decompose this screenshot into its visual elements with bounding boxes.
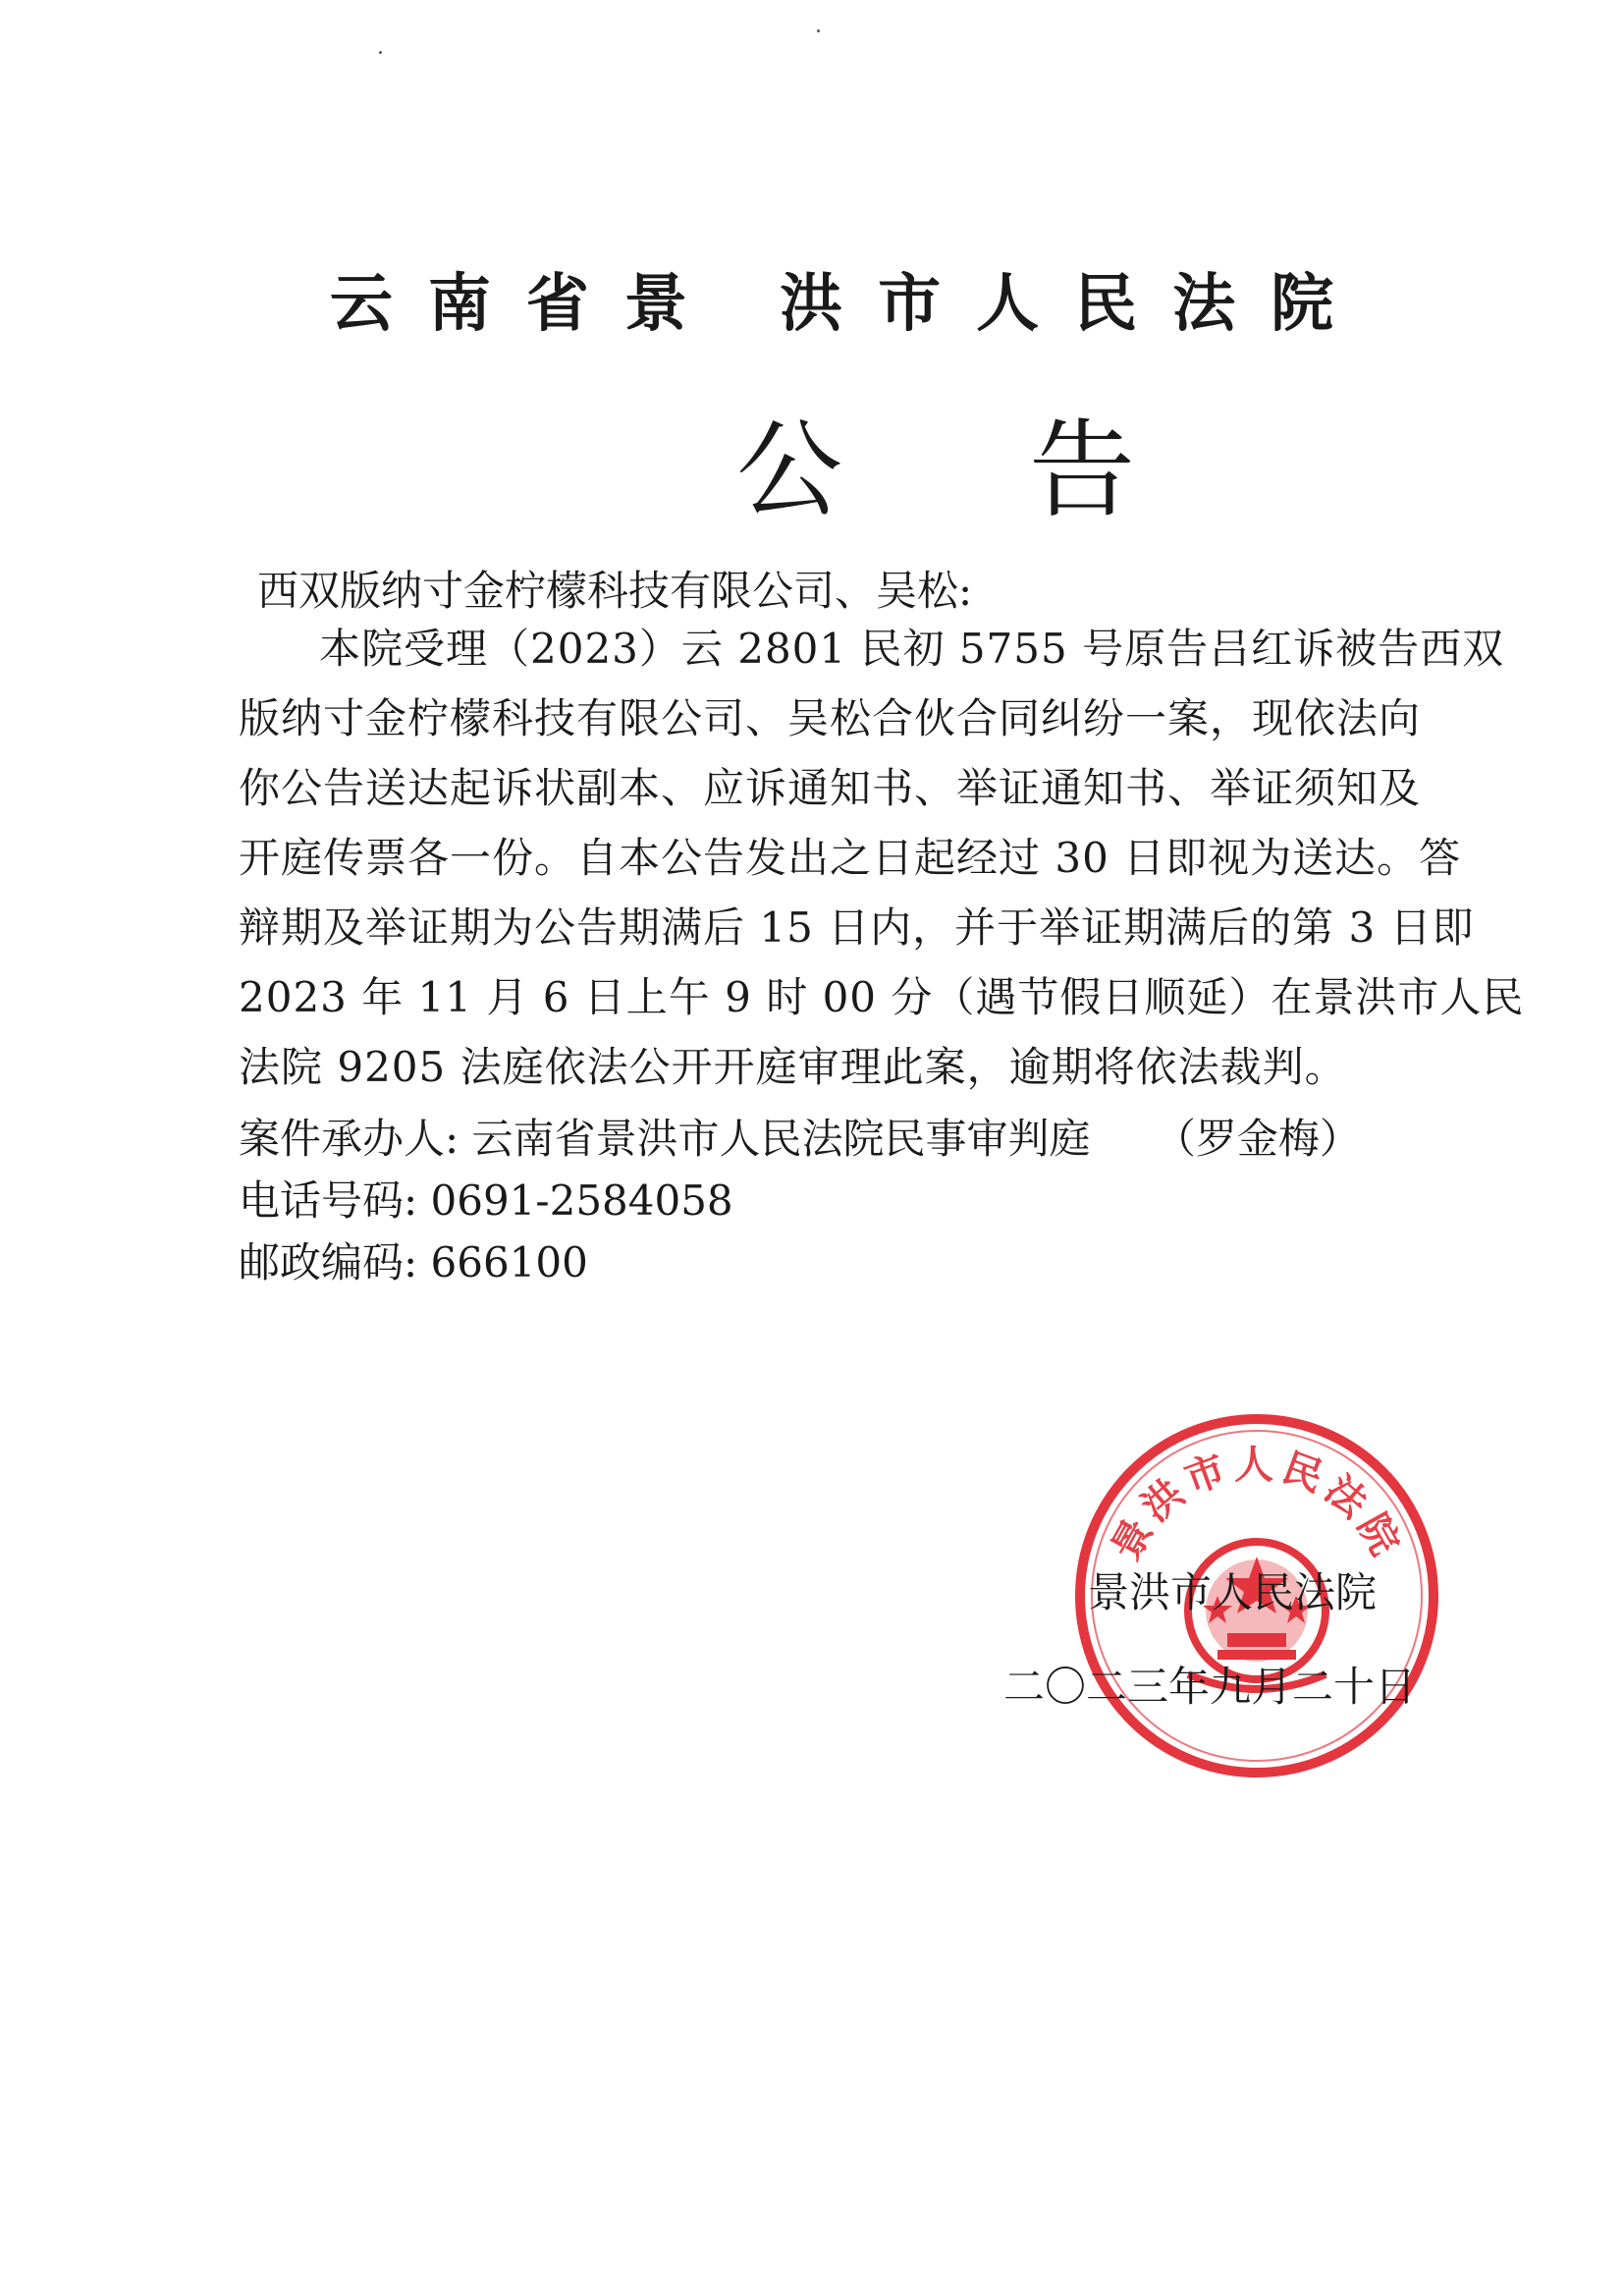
body-line: 本院受理（2023）云 2801 民初 5755 号原告吕红诉被告西双: [319, 625, 1505, 673]
handler-value: 云南省景洪市人民法院民事审判庭: [471, 1115, 1091, 1163]
body-line: 辩期及举证期为公告期满后 15 日内，并于举证期满后的第 3 日即: [239, 903, 1475, 952]
phone-label: 电话号码:: [239, 1176, 418, 1225]
body-line: 版纳寸金柠檬科技有限公司、吴松合伙合同纠纷一案，现依法向: [239, 694, 1422, 742]
handler-label: 案件承办人:: [239, 1115, 460, 1163]
seal-text: 景洪市人民法院: [1103, 1443, 1411, 1568]
contact-block: [239, 1108, 1361, 1293]
handler-row: [239, 1108, 1361, 1170]
body-line: 2023 年 11 月 6 日上午 9 时 00 分（遇节假日顺延）在景洪市人民: [239, 973, 1525, 1021]
signature-date: 二〇二三年九月二十日: [1003, 1663, 1417, 1711]
court-name-heading: 云南省景 洪市人民法院: [329, 268, 1370, 341]
body-line: 你公告送达起诉状副本、应诉通知书、举证通知书、举证须知及: [239, 764, 1422, 812]
postal-row: [239, 1231, 1361, 1293]
phone-value: 0691-2584058: [430, 1176, 733, 1225]
scan-speck: [379, 51, 382, 54]
notice-title: 公告: [736, 410, 1323, 532]
scan-speck: [817, 29, 820, 32]
phone-row: [239, 1170, 1361, 1231]
handler-name: （罗金梅）: [1154, 1115, 1361, 1163]
body-line: 开庭传票各一份。自本公告发出之日起经过 30 日即视为送达。答: [239, 834, 1462, 882]
body-line: 法院 9205 法庭依法公开开庭审理此案，逾期将依法裁判。: [239, 1043, 1347, 1091]
notice-body: [239, 614, 1525, 1102]
postal-value: 666100: [430, 1238, 588, 1286]
signature-court: 景洪市人民法院: [1088, 1568, 1378, 1616]
addressee-line: 西双版纳寸金柠檬科技有限公司、吴松:: [257, 567, 973, 615]
postal-label: 邮政编码:: [239, 1238, 418, 1286]
